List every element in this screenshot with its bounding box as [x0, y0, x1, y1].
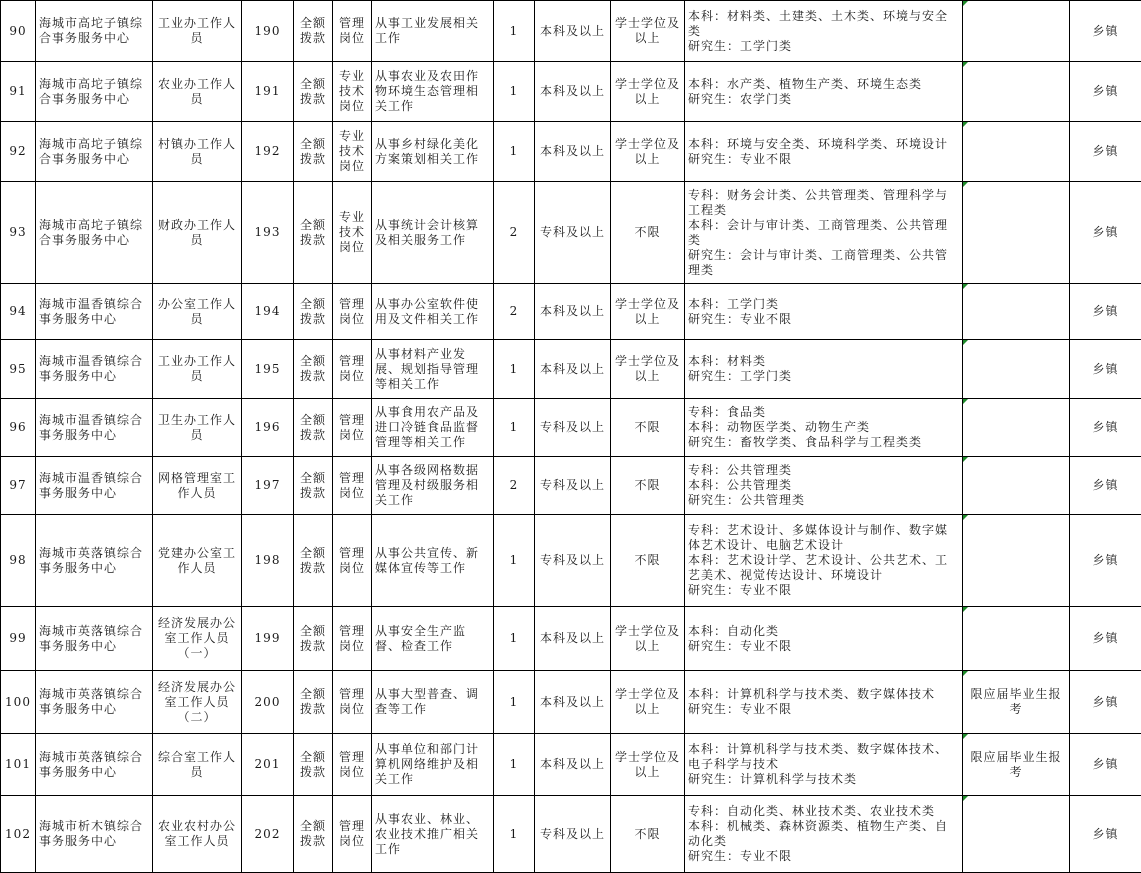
cell-count: 1: [494, 607, 535, 671]
comment-marker-icon: [963, 182, 968, 187]
cell-count: 2: [494, 182, 535, 284]
cell-code: 193: [242, 182, 294, 284]
cell-duty: 从事安全生产监督、检查工作: [372, 607, 494, 671]
cell-area: 乡镇: [1070, 340, 1141, 399]
cell-area: 乡镇: [1070, 734, 1141, 796]
cell-funding: 全额拨款: [294, 182, 333, 284]
cell-degree: 学士学位及以上: [611, 340, 685, 399]
major-line: 研究生：专业不限: [688, 849, 959, 864]
cell-unit: 海城市高坨子镇综合事务服务中心: [36, 182, 153, 284]
cell-other: [963, 182, 1070, 284]
cell-degree: 不限: [611, 796, 685, 873]
cell-other: [963, 62, 1070, 122]
cell-seq: 101: [1, 734, 36, 796]
table-row: [1, 796, 1141, 873]
cell-degree: 学士学位及以上: [611, 62, 685, 122]
cell-other: [963, 122, 1070, 182]
cell-major: [685, 399, 963, 457]
cell-degree: 学士学位及以上: [611, 122, 685, 182]
cell-other: 限应届毕业生报考: [963, 671, 1070, 734]
cell-code: 199: [242, 607, 294, 671]
cell-unit: 海城市高坨子镇综合事务服务中心: [36, 122, 153, 182]
cell-code: 191: [242, 62, 294, 122]
cell-education: 本科及以上: [535, 671, 611, 734]
comment-marker-icon: [963, 284, 968, 289]
cell-unit: 海城市析木镇综合事务服务中心: [36, 796, 153, 873]
cell-count: 1: [494, 399, 535, 457]
cell-count: 1: [494, 122, 535, 182]
cell-seq: 95: [1, 340, 36, 399]
cell-post-type: 管理岗位: [333, 796, 372, 873]
cell-other: [963, 284, 1070, 340]
cell-degree: 学士学位及以上: [611, 607, 685, 671]
cell-unit: 海城市温香镇综合事务服务中心: [36, 340, 153, 399]
comment-marker-icon: [963, 340, 968, 345]
cell-area: 乡镇: [1070, 399, 1141, 457]
major-line: 本科：水产类、植物生产类、环境生态类: [688, 77, 959, 92]
cell-post-type: 管理岗位: [333, 1, 372, 62]
major-line: 研究生：专业不限: [688, 152, 959, 167]
major-line: 本科：自动化类: [688, 624, 959, 639]
table-row: [1, 122, 1141, 182]
cell-funding: 全额拨款: [294, 340, 333, 399]
cell-funding: 全额拨款: [294, 62, 333, 122]
cell-major: [685, 671, 963, 734]
major-line: 专科：自动化类、林业技术类、农业技术类: [688, 804, 959, 819]
cell-major: [685, 607, 963, 671]
comment-marker-icon: [963, 122, 968, 127]
cell-major: [685, 515, 963, 607]
cell-education: 专科及以上: [535, 399, 611, 457]
cell-post-type: 管理岗位: [333, 399, 372, 457]
cell-unit: 海城市温香镇综合事务服务中心: [36, 399, 153, 457]
major-line: 本科：材料类: [688, 354, 959, 369]
cell-other: 限应届毕业生报考: [963, 734, 1070, 796]
cell-education: 专科及以上: [535, 796, 611, 873]
cell-code: 201: [242, 734, 294, 796]
cell-area: 乡镇: [1070, 607, 1141, 671]
major-line: 本科：环境与安全类、环境科学类、环境设计: [688, 137, 959, 152]
cell-funding: 全额拨款: [294, 607, 333, 671]
cell-post: 综合室工作人员: [153, 734, 242, 796]
major-line: 本科：公共管理类: [688, 478, 959, 493]
cell-code: 198: [242, 515, 294, 607]
cell-count: 1: [494, 515, 535, 607]
cell-duty: 从事农业及农田作物环境生态管理相关工作: [372, 62, 494, 122]
cell-duty: 从事各级网格数据管理及村级服务相关工作: [372, 457, 494, 515]
cell-post: 办公室工作人员: [153, 284, 242, 340]
major-line: 专科：食品类: [688, 405, 959, 420]
cell-major: [685, 122, 963, 182]
cell-count: 1: [494, 734, 535, 796]
cell-post-type: 管理岗位: [333, 340, 372, 399]
cell-code: 190: [242, 1, 294, 62]
cell-code: 195: [242, 340, 294, 399]
cell-seq: 98: [1, 515, 36, 607]
major-line: 专科：艺术设计、多媒体设计与制作、数字媒体艺术设计、电脑艺术设计: [688, 523, 959, 553]
cell-major: [685, 62, 963, 122]
table-row: [1, 607, 1141, 671]
major-line: 专科：财务会计类、公共管理类、管理科学与工程类: [688, 188, 959, 218]
comment-marker-icon: [963, 671, 968, 676]
major-line: 研究生：专业不限: [688, 312, 959, 327]
major-line: 本科：会计与审计类、工商管理类、公共管理类: [688, 218, 959, 248]
cell-unit: 海城市英落镇综合事务服务中心: [36, 671, 153, 734]
cell-post: 农业农村办公室工作人员: [153, 796, 242, 873]
cell-other: [963, 607, 1070, 671]
comment-marker-icon: [963, 399, 968, 404]
cell-other: [963, 457, 1070, 515]
cell-major: [685, 284, 963, 340]
cell-area: 乡镇: [1070, 182, 1141, 284]
cell-major: [685, 457, 963, 515]
cell-code: 202: [242, 796, 294, 873]
cell-post: 网格管理室工作人员: [153, 457, 242, 515]
table-row: [1, 457, 1141, 515]
cell-other: [963, 340, 1070, 399]
major-line: 研究生：专业不限: [688, 702, 959, 717]
cell-count: 2: [494, 284, 535, 340]
cell-funding: 全额拨款: [294, 399, 333, 457]
major-line: 研究生：专业不限: [688, 639, 959, 654]
comment-marker-icon: [963, 607, 968, 612]
cell-degree: 不限: [611, 515, 685, 607]
cell-post: 村镇办工作人员: [153, 122, 242, 182]
cell-unit: 海城市温香镇综合事务服务中心: [36, 457, 153, 515]
cell-post-type: 管理岗位: [333, 734, 372, 796]
major-line: 本科：材料类、土建类、土木类、环境与安全类: [688, 9, 959, 39]
cell-area: 乡镇: [1070, 457, 1141, 515]
cell-duty: 从事大型普查、调查等工作: [372, 671, 494, 734]
cell-seq: 94: [1, 284, 36, 340]
cell-duty: 从事公共宣传、新媒体宣传等工作: [372, 515, 494, 607]
major-line: 本科：计算机科学与技术类、数字媒体技术、电子科学与技术: [688, 742, 959, 772]
cell-area: 乡镇: [1070, 284, 1141, 340]
table-row: [1, 1, 1141, 62]
cell-education: 本科及以上: [535, 340, 611, 399]
cell-post-type: 管理岗位: [333, 284, 372, 340]
cell-code: 200: [242, 671, 294, 734]
cell-duty: 从事单位和部门计算机网络维护及相关工作: [372, 734, 494, 796]
cell-count: 1: [494, 1, 535, 62]
cell-unit: 海城市英落镇综合事务服务中心: [36, 734, 153, 796]
cell-unit: 海城市英落镇综合事务服务中心: [36, 607, 153, 671]
cell-funding: 全额拨款: [294, 284, 333, 340]
major-line: 研究生：工学门类: [688, 39, 959, 54]
cell-duty: 从事农业、林业、农业技术推广相关工作: [372, 796, 494, 873]
cell-major: [685, 182, 963, 284]
cell-seq: 92: [1, 122, 36, 182]
cell-post-type: 专业技术岗位: [333, 182, 372, 284]
table-row: [1, 284, 1141, 340]
major-line: 研究生：工学门类: [688, 369, 959, 384]
cell-degree: 不限: [611, 399, 685, 457]
cell-education: 专科及以上: [535, 515, 611, 607]
cell-major: [685, 734, 963, 796]
cell-post: 卫生办工作人员: [153, 399, 242, 457]
cell-seq: 100: [1, 671, 36, 734]
cell-funding: 全额拨款: [294, 457, 333, 515]
cell-funding: 全额拨款: [294, 734, 333, 796]
cell-code: 192: [242, 122, 294, 182]
cell-post-type: 专业技术岗位: [333, 122, 372, 182]
table-row: [1, 182, 1141, 284]
cell-post-type: 专业技术岗位: [333, 62, 372, 122]
comment-marker-icon: [963, 1, 968, 6]
cell-unit: 海城市高坨子镇综合事务服务中心: [36, 62, 153, 122]
table-row: [1, 399, 1141, 457]
cell-code: 194: [242, 284, 294, 340]
cell-education: 专科及以上: [535, 457, 611, 515]
cell-duty: 从事办公室软件使用及文件相关工作: [372, 284, 494, 340]
cell-degree: 学士学位及以上: [611, 734, 685, 796]
cell-seq: 102: [1, 796, 36, 873]
major-line: 研究生：畜牧学类、食品科学与工程类类: [688, 435, 959, 450]
cell-degree: 学士学位及以上: [611, 284, 685, 340]
major-line: 本科：工学门类: [688, 297, 959, 312]
cell-other: [963, 399, 1070, 457]
cell-major: [685, 796, 963, 873]
comment-marker-icon: [963, 796, 968, 801]
cell-post: 农业办工作人员: [153, 62, 242, 122]
table-row: [1, 340, 1141, 399]
cell-duty: 从事食用农产品及进口冷链食品监督管理等相关工作: [372, 399, 494, 457]
cell-post-type: 管理岗位: [333, 457, 372, 515]
cell-funding: 全额拨款: [294, 122, 333, 182]
cell-major: [685, 1, 963, 62]
cell-post: 工业办工作人员: [153, 340, 242, 399]
cell-post-type: 管理岗位: [333, 607, 372, 671]
cell-count: 1: [494, 796, 535, 873]
cell-degree: 学士学位及以上: [611, 1, 685, 62]
major-line: 本科：机械类、森林资源类、植物生产类、自动化类: [688, 819, 959, 849]
cell-education: 本科及以上: [535, 1, 611, 62]
cell-education: 本科及以上: [535, 284, 611, 340]
cell-education: 本科及以上: [535, 122, 611, 182]
cell-count: 1: [494, 62, 535, 122]
cell-code: 197: [242, 457, 294, 515]
cell-post-type: 管理岗位: [333, 671, 372, 734]
cell-education: 本科及以上: [535, 607, 611, 671]
cell-area: 乡镇: [1070, 1, 1141, 62]
major-line: 本科：艺术设计学、艺术设计、公共艺术、工艺美术、视觉传达设计、环境设计: [688, 553, 959, 583]
cell-education: 专科及以上: [535, 182, 611, 284]
cell-post: 工业办工作人员: [153, 1, 242, 62]
cell-post: 经济发展办公室工作人员（一）: [153, 607, 242, 671]
cell-code: 196: [242, 399, 294, 457]
cell-seq: 91: [1, 62, 36, 122]
cell-other: [963, 796, 1070, 873]
cell-duty: 从事乡村绿化美化方案策划相关工作: [372, 122, 494, 182]
cell-other: [963, 1, 1070, 62]
cell-funding: 全额拨款: [294, 1, 333, 62]
cell-area: 乡镇: [1070, 671, 1141, 734]
cell-unit: 海城市温香镇综合事务服务中心: [36, 284, 153, 340]
cell-seq: 96: [1, 399, 36, 457]
cell-funding: 全额拨款: [294, 796, 333, 873]
major-line: 研究生：计算机科学与技术类: [688, 772, 959, 787]
cell-seq: 99: [1, 607, 36, 671]
cell-funding: 全额拨款: [294, 515, 333, 607]
cell-duty: 从事统计会计核算及相关服务工作: [372, 182, 494, 284]
cell-duty: 从事工业发展相关工作: [372, 1, 494, 62]
major-line: 研究生：农学门类: [688, 92, 959, 107]
cell-area: 乡镇: [1070, 796, 1141, 873]
cell-post: 党建办公室工作人员: [153, 515, 242, 607]
cell-seq: 93: [1, 182, 36, 284]
cell-area: 乡镇: [1070, 62, 1141, 122]
cell-area: 乡镇: [1070, 122, 1141, 182]
cell-count: 1: [494, 340, 535, 399]
cell-education: 本科及以上: [535, 734, 611, 796]
major-line: 专科：公共管理类: [688, 463, 959, 478]
cell-funding: 全额拨款: [294, 671, 333, 734]
table-row: [1, 62, 1141, 122]
cell-area: 乡镇: [1070, 515, 1141, 607]
major-line: 研究生：公共管理类: [688, 493, 959, 508]
cell-unit: 海城市英落镇综合事务服务中心: [36, 515, 153, 607]
table-body: [1, 1, 1141, 873]
cell-post: 财政办工作人员: [153, 182, 242, 284]
cell-unit: 海城市高坨子镇综合事务服务中心: [36, 1, 153, 62]
table-row: [1, 515, 1141, 607]
major-line: 本科：计算机科学与技术类、数字媒体技术: [688, 687, 959, 702]
cell-post-type: 管理岗位: [333, 515, 372, 607]
cell-education: 本科及以上: [535, 62, 611, 122]
major-line: 本科：动物医学类、动物生产类: [688, 420, 959, 435]
cell-count: 1: [494, 671, 535, 734]
cell-seq: 90: [1, 1, 36, 62]
cell-degree: 学士学位及以上: [611, 671, 685, 734]
cell-degree: 不限: [611, 457, 685, 515]
comment-marker-icon: [963, 515, 968, 520]
comment-marker-icon: [963, 734, 968, 739]
comment-marker-icon: [963, 62, 968, 67]
comment-marker-icon: [963, 457, 968, 462]
cell-seq: 97: [1, 457, 36, 515]
table-row: [1, 671, 1141, 734]
cell-major: [685, 340, 963, 399]
cell-degree: 不限: [611, 182, 685, 284]
major-line: 研究生：会计与审计类、工商管理类、公共管理类: [688, 248, 959, 278]
cell-duty: 从事材料产业发展、规划指导管理等相关工作: [372, 340, 494, 399]
cell-other: [963, 515, 1070, 607]
major-line: 研究生：专业不限: [688, 583, 959, 598]
cell-count: 2: [494, 457, 535, 515]
cell-post: 经济发展办公室工作人员（二）: [153, 671, 242, 734]
table-row: [1, 734, 1141, 796]
